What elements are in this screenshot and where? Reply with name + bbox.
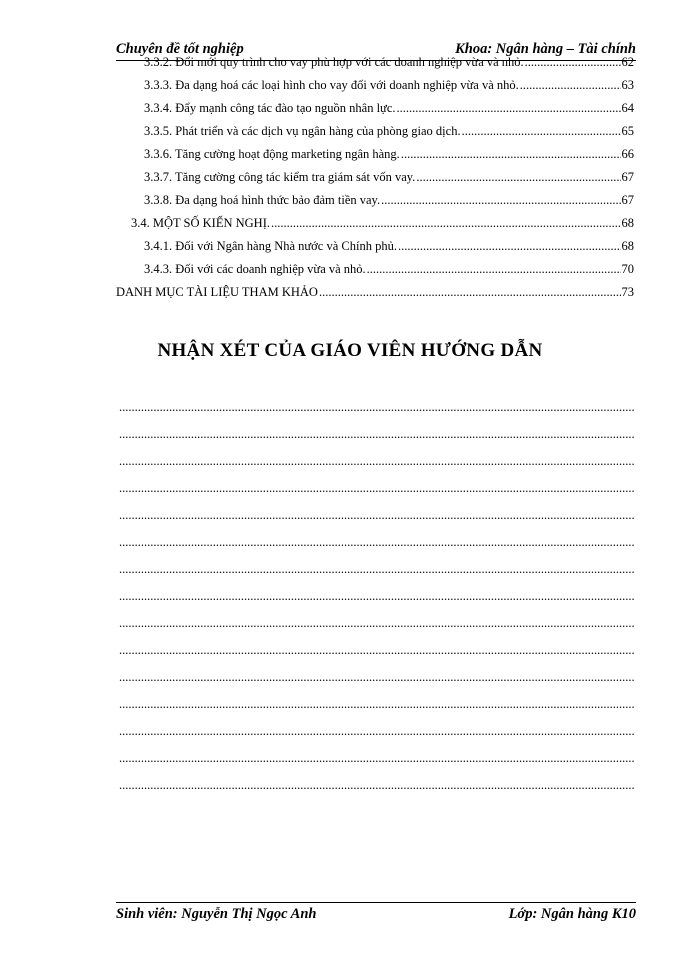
- toc-item-text: DANH MỤC TÀI LIỆU THAM KHẢO: [116, 285, 318, 299]
- toc-item: [144, 193, 634, 210]
- toc-item-text: 3.3.8. Đa dạng hoá hình thức bảo đảm tiền vay.: [144, 193, 381, 207]
- comment-line: [119, 427, 634, 441]
- comment-line: [119, 670, 634, 684]
- toc-item: [116, 285, 634, 302]
- comment-line: [119, 778, 634, 792]
- toc-item-page: 63: [621, 78, 634, 92]
- toc-item-page: 68: [621, 239, 634, 253]
- toc-item-text: 3.4.1. Đối với Ngân hàng Nhà nước và Chính phủ.: [144, 239, 397, 253]
- comment-line: [119, 724, 634, 738]
- toc-item-page: 65: [621, 124, 634, 138]
- toc-item: [131, 216, 634, 233]
- comment-line: [119, 751, 634, 765]
- comment-line: [119, 589, 634, 603]
- comment-line: [119, 481, 634, 495]
- toc-item-page: 62: [621, 55, 634, 69]
- toc-item-page: 67: [621, 193, 634, 207]
- comment-line: [119, 535, 634, 549]
- toc-item-page: 73: [621, 285, 634, 299]
- toc-item-text: 3.3.3. Đa dạng hoá các loại hình cho vay đối với doanh nghiệp vừa và nhỏ.: [144, 78, 519, 92]
- toc-item: [144, 147, 634, 164]
- toc-item-page: 68: [621, 216, 634, 230]
- toc-item-text: 3.3.2. Đổi mới quy trình cho vay phù hợp với các doanh nghiệp vừa và nhỏ.: [144, 55, 524, 69]
- toc-item-text: 3.3.7. Tăng cường công tác kiểm tra giám sát vốn vay.: [144, 170, 416, 184]
- toc-item-text: 3.3.4. Đẩy mạnh công tác đào tạo nguồn nhân lực.: [144, 101, 396, 115]
- toc-item: [144, 78, 634, 95]
- comment-line: [119, 400, 634, 414]
- comment-line: [119, 508, 634, 522]
- comment-line: [119, 562, 634, 576]
- toc-item: [144, 262, 634, 279]
- toc-item: [144, 101, 634, 118]
- page-footer: [116, 902, 636, 923]
- footer-student: Sinh viên: Nguyễn Thị Ngọc Anh: [116, 906, 317, 922]
- toc-item-page: 64: [621, 101, 634, 115]
- toc-item-text: 3.4.3. Đối với các doanh nghiệp vừa và nhỏ.: [144, 262, 366, 276]
- toc-item-page: 67: [621, 170, 634, 184]
- toc-item-page: 66: [621, 147, 634, 161]
- toc-item-text: 3.3.6. Tăng cường hoạt động marketing ngân hàng.: [144, 147, 400, 161]
- header-right: Khoa: Ngân hàng – Tài chính: [455, 41, 636, 57]
- toc-item: [144, 124, 634, 141]
- toc-item: [144, 55, 634, 72]
- comment-line: [119, 616, 634, 630]
- comment-line: [119, 454, 634, 468]
- toc-item: [144, 170, 634, 187]
- toc-item: [144, 239, 634, 256]
- header-left: Chuyên đề tốt nghiệp: [116, 41, 244, 57]
- toc-item-text: 3.3.5. Phát triển và các dịch vụ ngân hàng của phòng giao dịch.: [144, 124, 461, 138]
- toc-item-text: 3.4. MỘT SỐ KIẾN NGHỊ.: [131, 216, 271, 230]
- comment-line: [119, 643, 634, 657]
- toc-item-page: 70: [621, 262, 634, 276]
- comment-line: [119, 697, 634, 711]
- footer-class: Lớp: Ngân hàng K10: [508, 906, 636, 922]
- comment-section-title: NHẬN XÉT CỦA GIÁO VIÊN HƯỚNG DẪN: [157, 340, 543, 361]
